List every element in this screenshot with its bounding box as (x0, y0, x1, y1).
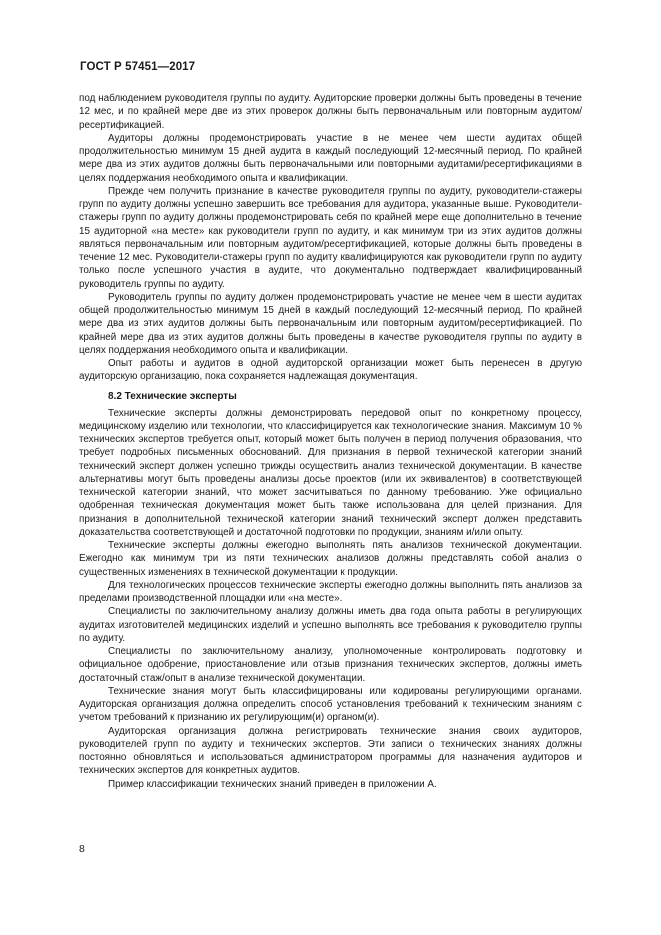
document-body (79, 92, 582, 791)
page-number: 8 (79, 843, 85, 855)
section-heading: 8.2 Технические эксперты (108, 390, 237, 402)
paragraph: Пример классификации технических знаний приведен в приложении А. (108, 778, 437, 790)
paragraph: Специалисты по заключительному анализу, уполномоченные контролировать подготовку и официальное одобрение, приостановление или отзыв признания технических экспертов, должны иметь достаточный стаж/опыт в анализе технической документации. (79, 646, 582, 684)
paragraph: Технические знания могут быть классифицированы или кодированы регулирующими органами. Аудиторская организация должна определить способ установления требований к техническим знаниям с учетом требований к признанию их регулирующим(и) органом(и). (79, 685, 582, 724)
standard-header: ГОСТ Р 57451—2017 (80, 61, 196, 73)
paragraph: Опыт работы и аудитов в одной аудиторской организации может быть перенесен в другую аудиторскую организацию, пока сохраняется надлежащая документация. (79, 358, 582, 383)
paragraph: Специалисты по заключительному анализу должны иметь два года опыта работы в регулирующих аудитах изготовителей медицинских изделий и успешно выполнять все требования к руководителю группы по аудиту. (79, 606, 582, 644)
paragraph: Прежде чем получить признание в качестве руководителя группы по аудиту, руководители-стажеры групп по аудиту должны успешно завершить все требования для аудитора, указанные выше. Руководители-стажеры групп по аудиту должны продемонстрировать себя по крайней мере еще дополнительно в течение 15 аудиторной «на месте» как руководители групп по аудиту, и как минимум три из этих аудитов должны являться первоначальным или повторным аудитом/ресертификацией, которые должны быть проведены в течение 12 мес. Руководители-стажеры групп по аудиту квалифицируются как руководители групп по аудиту только после успешного участия в аудите, что документально подтверждает квалифицированный руководитель группы по аудиту. (79, 185, 582, 290)
paragraph: Для технологических процессов технические эксперты ежегодно должны выполнить пять анализов за пределами производственной площадки или «на месте». (79, 579, 582, 604)
paragraph: Технические эксперты должны ежегодно выполнять пять анализов технической документации. Ежегодно как минимум три из пяти технических анализов должны представлять собой анализ о существенных изменениях в технической документации к продукции. (79, 540, 582, 578)
paragraph: Технические эксперты должны демонстрировать передовой опыт по конкретному процессу, медицинскому изделию или технологии, что классифицируется как технологические знания. Максимум 10 % технических экспертов требуется опыт, который может быть получен в период получения образования, что требует подробных письменных обоснований. Для признания в первой технической категории знаний технический эксперт должен успешно трижды осуществить анализ технической документации. В качестве альтернативы могут быть проведены анализы досье проектов (или их эквивалентов) в соответствующей технической категории знаний, что может засчитываться по данному требованию. Уже официально одобренная техническая документация может быть также использована для целей признания. Для признания в дополнительной технической категории знаний технический эксперт должен представить доказательства соответствующей и достаточной подготовки по продукции, знаниям и/или опыту. (79, 407, 582, 538)
paragraph: Аудиторская организация должна регистрировать технические знания своих аудиторов, руководителей групп по аудиту и технических экспертов. Эти записи о технических знаниях должны постоянно обновляться и использоваться администратором программы для назначения аудиторов и технических экспертов для конкретных аудитов. (79, 725, 582, 777)
paragraph: под наблюдением руководителя группы по аудиту. Аудиторские проверки должны быть проведены в течение 12 мес, и по крайней мере две из этих проверок должны быть первоначальным или повторным аудитом/ресертификацией. (79, 93, 582, 131)
paragraph: Руководитель группы по аудиту должен продемонстрировать участие не менее чем в шести аудитах общей продолжительностью минимум 15 дней в каждый последующий 12-месячный период. По крайней мере два из этих аудитов должны быть первоначальным или повторным аудитом/ресертификацией. По крайней мере два из этих аудитов должны быть проведены в качестве руководителя группы по аудиту в целях поддержания необходимого опыта и квалификации. (79, 291, 582, 356)
paragraph: Аудиторы должны продемонстрировать участие в не менее чем шести аудитах общей продолжительностью минимум 15 дней аудита в каждый последующий 12-месячный период. По крайней мере два из этих аудитов должны быть первоначальными или повторными аудитами/ресертификациями в целях поддержания необходимого опыта и квалификации. (79, 132, 582, 184)
